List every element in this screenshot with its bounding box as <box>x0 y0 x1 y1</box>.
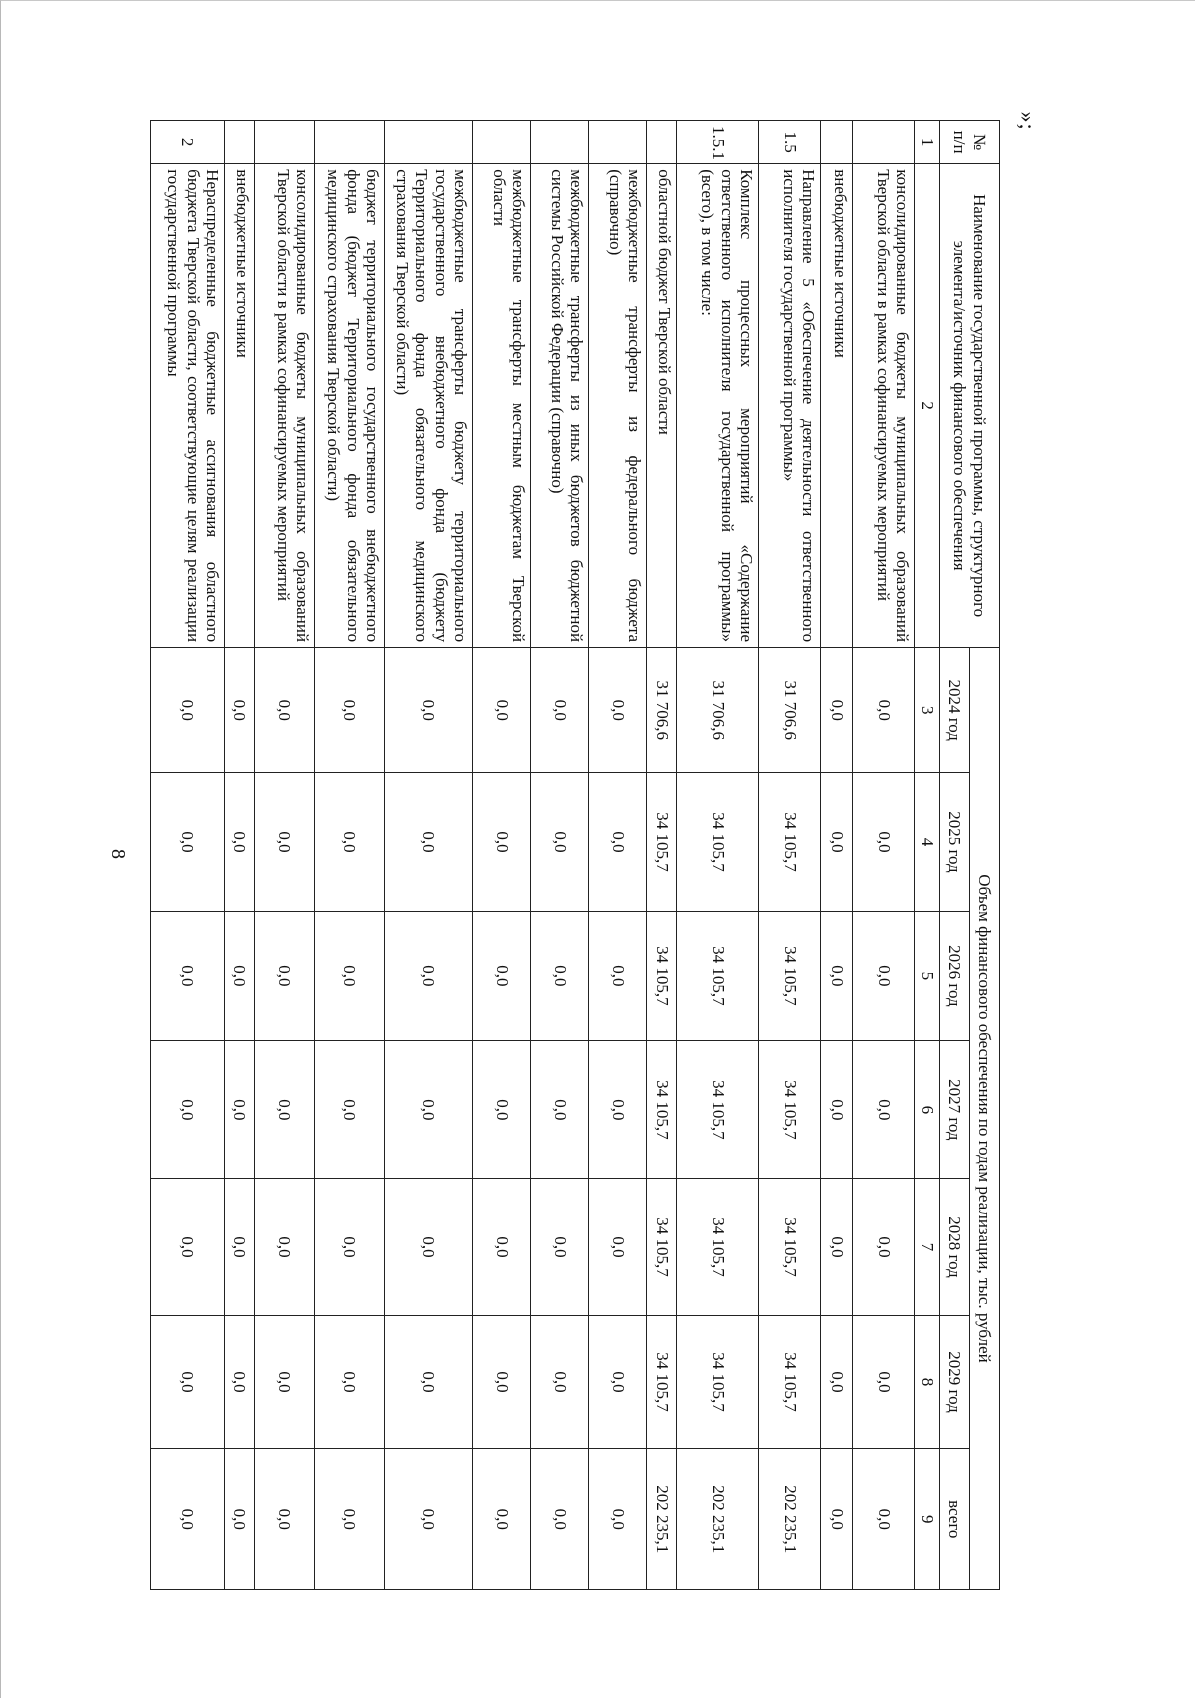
row-value: 0,0 <box>473 911 531 1041</box>
table-row <box>255 121 315 1590</box>
row-value: 31 706,6 <box>647 648 677 773</box>
row-value: 0,0 <box>151 1179 225 1315</box>
row-number <box>853 121 915 164</box>
row-value: 0,0 <box>255 648 315 773</box>
row-value: 0,0 <box>385 773 473 911</box>
table-row <box>589 121 647 1590</box>
row-value: 0,0 <box>315 648 385 773</box>
row-value: 34 105,7 <box>647 773 677 911</box>
row-name: бюджет территориального государственного внебюджетного фонда (бюджет Территориального фонда обязательного медицинского страхования Тверской области) <box>315 164 385 648</box>
row-value: 34 105,7 <box>759 773 821 911</box>
row-value: 0,0 <box>531 1315 589 1449</box>
row-value: 0,0 <box>473 1315 531 1449</box>
row-value: 34 105,7 <box>677 773 759 911</box>
row-value: 0,0 <box>531 1041 589 1179</box>
row-value: 0,0 <box>821 648 853 773</box>
row-value: 0,0 <box>821 773 853 911</box>
row-value: 34 105,7 <box>759 1041 821 1179</box>
row-value: 34 105,7 <box>759 911 821 1041</box>
row-value: 0,0 <box>151 1449 225 1590</box>
row-number <box>589 121 647 164</box>
row-value: 202 235,1 <box>647 1449 677 1590</box>
row-number: 2 <box>151 121 225 164</box>
row-name: межбюджетные трансферты из иных бюджетов бюджетной системы Российской Федерации (справочно) <box>531 164 589 648</box>
closing-quote-mark: »; <box>1015 111 1041 131</box>
row-value: 0,0 <box>151 648 225 773</box>
row-value: 0,0 <box>225 648 255 773</box>
column-number: 2 <box>915 164 940 648</box>
row-value: 0,0 <box>531 773 589 911</box>
row-value: 0,0 <box>853 648 915 773</box>
row-value: 0,0 <box>151 1041 225 1179</box>
row-name: Комплекс процессных мероприятий «Содержание ответственного исполнителя государственной программы» (всего), в том числе: <box>677 164 759 648</box>
header-year: 2024 год <box>940 648 970 773</box>
row-value: 34 105,7 <box>759 1179 821 1315</box>
row-value: 0,0 <box>473 1179 531 1315</box>
column-number: 7 <box>915 1179 940 1315</box>
row-value: 31 706,6 <box>759 648 821 773</box>
row-value: 34 105,7 <box>647 1315 677 1449</box>
row-number <box>225 121 255 164</box>
row-value: 0,0 <box>853 1449 915 1590</box>
row-value: 34 105,7 <box>647 1179 677 1315</box>
row-number <box>255 121 315 164</box>
header-year: 2028 год <box>940 1179 970 1315</box>
row-value: 0,0 <box>255 773 315 911</box>
row-value: 0,0 <box>385 1179 473 1315</box>
row-name: межбюджетные трансферты бюджету территориального государственного внебюджетного фонда (бюджету Территориального фонда обязательного медицинского страхования Тверской области) <box>385 164 473 648</box>
row-value: 0,0 <box>821 1179 853 1315</box>
column-number: 6 <box>915 1041 940 1179</box>
row-number <box>385 121 473 164</box>
row-value: 34 105,7 <box>677 911 759 1041</box>
row-value: 0,0 <box>531 1179 589 1315</box>
row-value: 0,0 <box>151 773 225 911</box>
table-row <box>821 121 853 1590</box>
column-number: 4 <box>915 773 940 911</box>
column-number: 9 <box>915 1449 940 1590</box>
row-value: 0,0 <box>853 1179 915 1315</box>
header-year: 2026 год <box>940 911 970 1041</box>
row-value: 0,0 <box>589 911 647 1041</box>
row-value: 0,0 <box>255 1315 315 1449</box>
row-value: 0,0 <box>821 1449 853 1590</box>
row-name: внебюджетные источники <box>821 164 853 648</box>
row-number <box>531 121 589 164</box>
table-row <box>531 121 589 1590</box>
row-value: 34 105,7 <box>759 1315 821 1449</box>
row-value: 202 235,1 <box>677 1449 759 1590</box>
row-value: 34 105,7 <box>677 1315 759 1449</box>
row-value: 0,0 <box>385 1041 473 1179</box>
row-value: 0,0 <box>315 1179 385 1315</box>
header-year: всего <box>940 1449 970 1590</box>
row-value: 0,0 <box>853 1315 915 1449</box>
column-number: 5 <box>915 911 940 1041</box>
row-value: 0,0 <box>255 1449 315 1590</box>
row-value: 0,0 <box>315 773 385 911</box>
row-name: межбюджетные трансферты местным бюджетам Тверской области <box>473 164 531 648</box>
row-value: 0,0 <box>151 1315 225 1449</box>
row-value: 0,0 <box>315 1315 385 1449</box>
row-number: 1.5 <box>759 121 821 164</box>
table-row <box>853 121 915 1590</box>
row-value: 0,0 <box>821 911 853 1041</box>
row-name: консолидированные бюджеты муниципальных образований Тверской области в рамках софинансируемых мероприятий <box>255 164 315 648</box>
row-value: 0,0 <box>225 1315 255 1449</box>
table-row <box>647 121 677 1590</box>
row-value: 0,0 <box>589 1315 647 1449</box>
row-value: 0,0 <box>589 773 647 911</box>
row-value: 34 105,7 <box>677 1179 759 1315</box>
row-name: Направление 5 «Обеспечение деятельности ответственного исполнителя государственной программы» <box>759 164 821 648</box>
table-row <box>677 121 759 1590</box>
row-value: 31 706,6 <box>677 648 759 773</box>
row-number <box>647 121 677 164</box>
row-value: 0,0 <box>853 911 915 1041</box>
table-row <box>473 121 531 1590</box>
column-number: 1 <box>915 121 940 164</box>
row-value: 0,0 <box>225 1179 255 1315</box>
column-number: 8 <box>915 1315 940 1449</box>
row-value: 0,0 <box>821 1041 853 1179</box>
page-number: 8 <box>107 849 129 859</box>
row-number <box>821 121 853 164</box>
row-value: 0,0 <box>315 911 385 1041</box>
header-name: Наименование государственной программы, структурного элемента/источник финансового обеспечения <box>940 164 1000 648</box>
row-value: 0,0 <box>385 648 473 773</box>
row-value: 0,0 <box>589 1041 647 1179</box>
table-row <box>315 121 385 1590</box>
row-value: 0,0 <box>473 1449 531 1590</box>
row-value: 0,0 <box>589 648 647 773</box>
row-value: 0,0 <box>255 1179 315 1315</box>
table-row <box>759 121 821 1590</box>
row-value: 34 105,7 <box>647 1041 677 1179</box>
row-value: 0,0 <box>589 1449 647 1590</box>
row-number: 1.5.1 <box>677 121 759 164</box>
row-value: 0,0 <box>589 1179 647 1315</box>
row-value: 0,0 <box>531 911 589 1041</box>
row-value: 0,0 <box>225 773 255 911</box>
row-name: областной бюджет Тверской области <box>647 164 677 648</box>
row-value: 0,0 <box>151 911 225 1041</box>
row-value: 0,0 <box>315 1041 385 1179</box>
header-year: 2025 год <box>940 773 970 911</box>
row-name: консолидированные бюджеты муниципальных образований Тверской области в рамках софинансируемых мероприятий <box>853 164 915 648</box>
header-year: 2027 год <box>940 1041 970 1179</box>
rotated-table-container <box>150 120 1000 1590</box>
table-row <box>385 121 473 1590</box>
table-row <box>225 121 255 1590</box>
row-value: 0,0 <box>315 1449 385 1590</box>
row-value: 0,0 <box>821 1315 853 1449</box>
row-value: 0,0 <box>225 1041 255 1179</box>
row-value: 34 105,7 <box>677 1041 759 1179</box>
row-value: 0,0 <box>531 648 589 773</box>
column-number: 3 <box>915 648 940 773</box>
header-volume: Объем финансового обеспечения по годам реализации, тыс. рублей <box>970 648 1000 1590</box>
row-value: 0,0 <box>531 1449 589 1590</box>
row-value: 34 105,7 <box>647 911 677 1041</box>
row-value: 0,0 <box>473 773 531 911</box>
row-number <box>473 121 531 164</box>
header-year: 2029 год <box>940 1315 970 1449</box>
row-value: 0,0 <box>385 1449 473 1590</box>
row-value: 202 235,1 <box>759 1449 821 1590</box>
row-value: 0,0 <box>853 1041 915 1179</box>
row-value: 0,0 <box>473 1041 531 1179</box>
table-row <box>151 121 225 1590</box>
row-name: внебюджетные источники <box>225 164 255 648</box>
row-value: 0,0 <box>385 911 473 1041</box>
row-value: 0,0 <box>255 1041 315 1179</box>
financing-table <box>150 120 1000 1590</box>
row-value: 0,0 <box>255 911 315 1041</box>
row-name: межбюджетные трансферты из федерального бюджета (справочно) <box>589 164 647 648</box>
row-value: 0,0 <box>225 911 255 1041</box>
row-value: 0,0 <box>473 648 531 773</box>
row-name: Нераспределенные бюджетные ассигнования областного бюджета Тверской области, соответствующие целям реализации государственной программы <box>151 164 225 648</box>
row-value: 0,0 <box>385 1315 473 1449</box>
row-value: 0,0 <box>225 1449 255 1590</box>
row-number <box>315 121 385 164</box>
row-value: 0,0 <box>853 773 915 911</box>
header-num: № п/п <box>940 121 1000 164</box>
